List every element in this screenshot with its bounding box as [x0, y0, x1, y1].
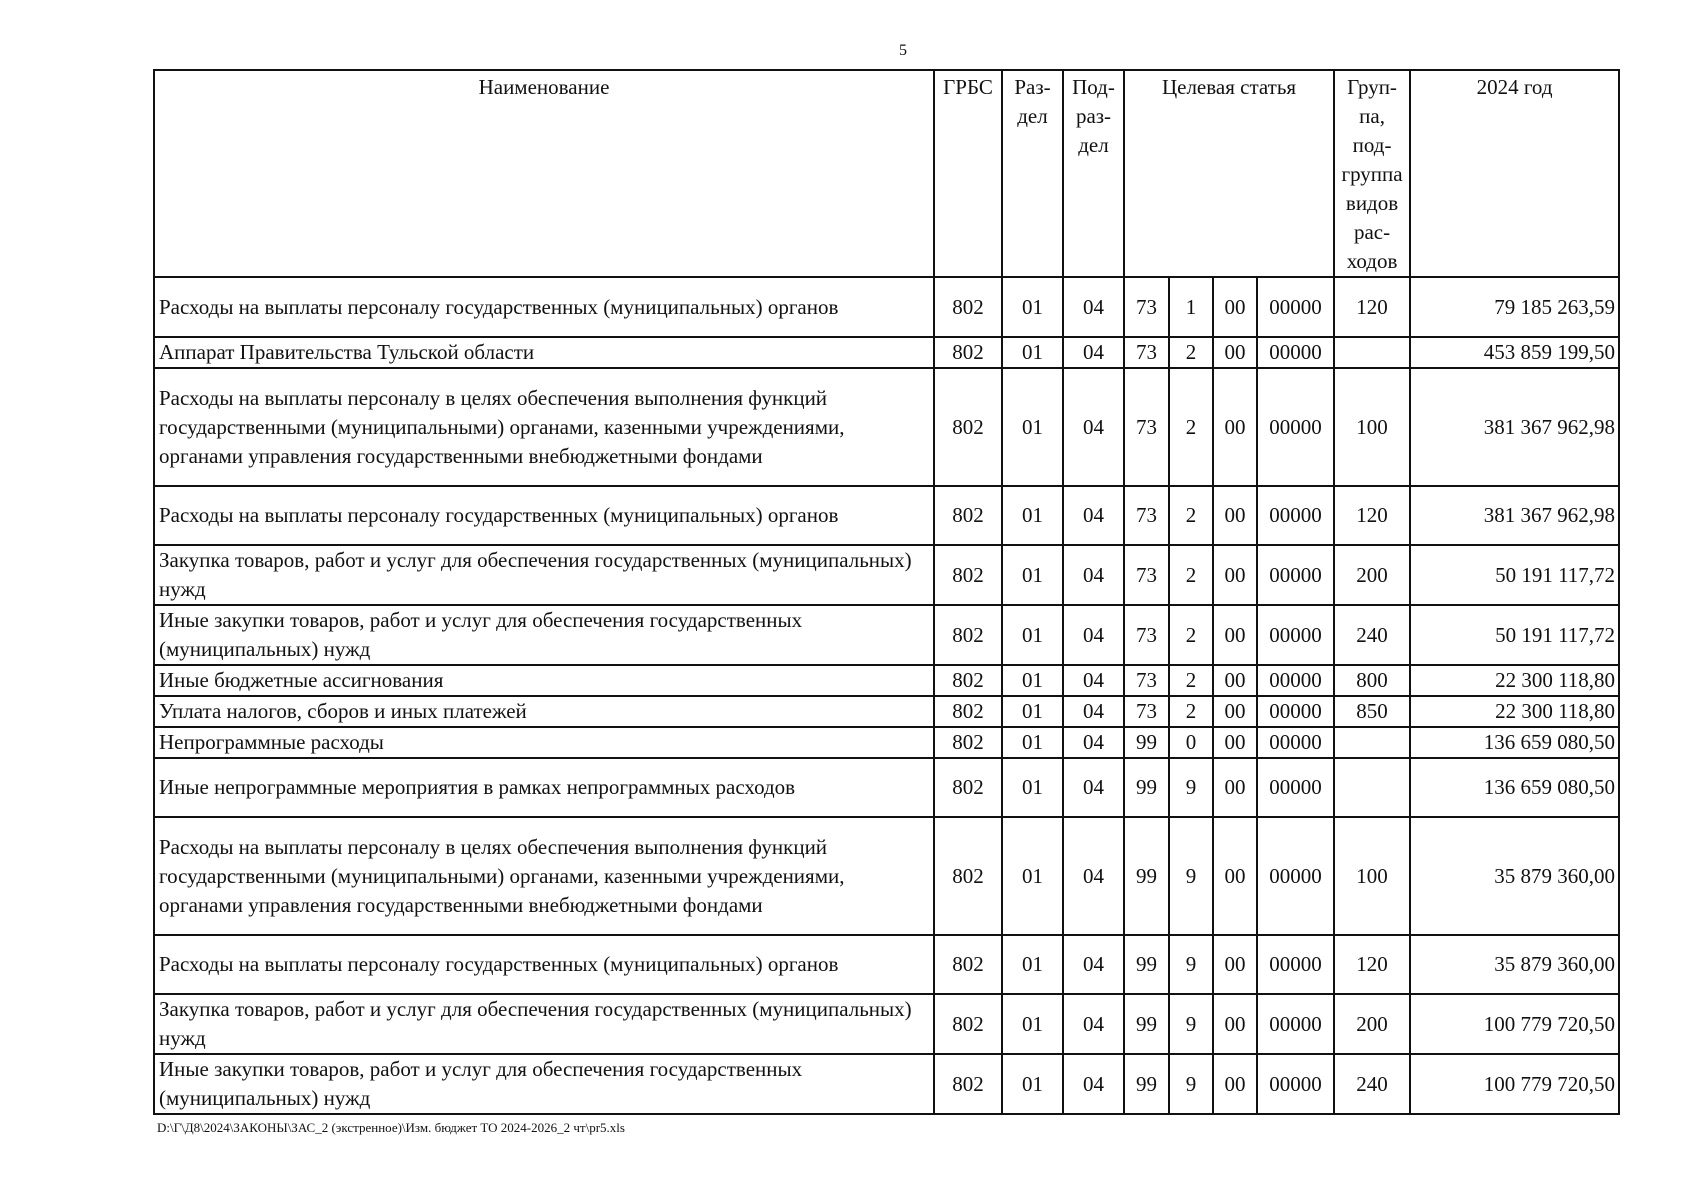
row-amount: 136 659 080,50	[1410, 758, 1619, 817]
row-target-3: 00	[1213, 758, 1257, 817]
row-podrazdel: 04	[1063, 994, 1124, 1054]
row-expense-group: 240	[1334, 1054, 1410, 1114]
row-amount: 136 659 080,50	[1410, 727, 1619, 758]
table-row	[154, 368, 1619, 486]
row-target-3: 00	[1213, 545, 1257, 605]
row-amount: 22 300 118,80	[1410, 665, 1619, 696]
row-name: Иные закупки товаров, работ и услуг для обеспечения государственных (муниципальных) нужд	[154, 1054, 934, 1114]
row-target-4: 00000	[1257, 817, 1334, 935]
footer-file-path: D:\Г\Д8\2024\ЗАКОНЫ\ЗАС_2 (экстренное)\Изм. бюджет ТО 2024-2026_2 чт\pr5.xls	[157, 1120, 625, 1135]
row-name: Уплата налогов, сборов и иных платежей	[154, 696, 934, 727]
header-grbs: ГРБС	[934, 70, 1002, 277]
row-expense-group: 120	[1334, 935, 1410, 994]
header-name: Наименование	[154, 70, 934, 277]
row-expense-group: 240	[1334, 605, 1410, 665]
row-target-3: 00	[1213, 1054, 1257, 1114]
row-razdel: 01	[1002, 337, 1063, 368]
row-target-2: 2	[1169, 696, 1213, 727]
row-target-2: 9	[1169, 935, 1213, 994]
row-razdel: 01	[1002, 758, 1063, 817]
table-row	[154, 727, 1619, 758]
row-target-2: 0	[1169, 727, 1213, 758]
row-grbs: 802	[934, 817, 1002, 935]
row-podrazdel: 04	[1063, 368, 1124, 486]
table-row	[154, 935, 1619, 994]
row-target-4: 00000	[1257, 1054, 1334, 1114]
row-expense-group	[1334, 727, 1410, 758]
row-grbs: 802	[934, 1054, 1002, 1114]
row-expense-group: 100	[1334, 368, 1410, 486]
row-razdel: 01	[1002, 935, 1063, 994]
row-target-4: 00000	[1257, 605, 1334, 665]
row-razdel: 01	[1002, 994, 1063, 1054]
row-target-1: 73	[1124, 605, 1169, 665]
row-razdel: 01	[1002, 817, 1063, 935]
table-row	[154, 545, 1619, 605]
row-expense-group: 850	[1334, 696, 1410, 727]
header-year: 2024 год	[1410, 70, 1619, 277]
row-amount: 381 367 962,98	[1410, 368, 1619, 486]
row-name: Расходы на выплаты персоналу государственных (муниципальных) органов	[154, 486, 934, 545]
row-name: Расходы на выплаты персоналу государственных (муниципальных) органов	[154, 277, 934, 337]
row-target-3: 00	[1213, 605, 1257, 665]
row-target-1: 73	[1124, 486, 1169, 545]
row-target-4: 00000	[1257, 727, 1334, 758]
row-razdel: 01	[1002, 665, 1063, 696]
row-target-4: 00000	[1257, 994, 1334, 1054]
row-target-4: 00000	[1257, 368, 1334, 486]
table-header-row	[154, 70, 1619, 277]
row-razdel: 01	[1002, 727, 1063, 758]
row-podrazdel: 04	[1063, 337, 1124, 368]
table-row	[154, 696, 1619, 727]
row-grbs: 802	[934, 545, 1002, 605]
row-target-1: 99	[1124, 994, 1169, 1054]
page-number: 5	[899, 42, 907, 59]
row-expense-group	[1334, 758, 1410, 817]
row-target-3: 00	[1213, 727, 1257, 758]
row-target-1: 73	[1124, 368, 1169, 486]
row-grbs: 802	[934, 935, 1002, 994]
header-podrazdel: Под- раз- дел	[1063, 70, 1124, 277]
table-row	[154, 758, 1619, 817]
row-target-4: 00000	[1257, 665, 1334, 696]
row-name: Закупка товаров, работ и услуг для обеспечения государственных (муниципальных) нужд	[154, 994, 934, 1054]
row-razdel: 01	[1002, 277, 1063, 337]
row-target-4: 00000	[1257, 337, 1334, 368]
row-target-2: 2	[1169, 486, 1213, 545]
row-razdel: 01	[1002, 545, 1063, 605]
row-expense-group: 120	[1334, 486, 1410, 545]
row-target-1: 99	[1124, 1054, 1169, 1114]
row-target-1: 99	[1124, 758, 1169, 817]
row-amount: 381 367 962,98	[1410, 486, 1619, 545]
row-amount: 50 191 117,72	[1410, 545, 1619, 605]
row-target-4: 00000	[1257, 277, 1334, 337]
row-expense-group: 100	[1334, 817, 1410, 935]
table-body	[154, 277, 1619, 1114]
row-name: Непрограммные расходы	[154, 727, 934, 758]
row-target-3: 00	[1213, 994, 1257, 1054]
row-target-3: 00	[1213, 337, 1257, 368]
row-amount: 50 191 117,72	[1410, 605, 1619, 665]
row-podrazdel: 04	[1063, 665, 1124, 696]
row-grbs: 802	[934, 758, 1002, 817]
row-target-2: 9	[1169, 817, 1213, 935]
row-grbs: 802	[934, 277, 1002, 337]
row-expense-group: 200	[1334, 994, 1410, 1054]
row-podrazdel: 04	[1063, 486, 1124, 545]
row-name: Иные непрограммные мероприятия в рамках непрограммных расходов	[154, 758, 934, 817]
table-row	[154, 337, 1619, 368]
row-target-1: 99	[1124, 727, 1169, 758]
row-name: Расходы на выплаты персоналу в целях обеспечения выполнения функций государственными (муниципальными) органами, казенными учреждениями, органами управления государственными внебюджетными фондами	[154, 368, 934, 486]
row-target-2: 9	[1169, 994, 1213, 1054]
row-amount: 35 879 360,00	[1410, 935, 1619, 994]
row-name: Аппарат Правительства Тульской области	[154, 337, 934, 368]
row-razdel: 01	[1002, 605, 1063, 665]
row-target-4: 00000	[1257, 758, 1334, 817]
row-target-3: 00	[1213, 935, 1257, 994]
table-row	[154, 1054, 1619, 1114]
row-amount: 100 779 720,50	[1410, 1054, 1619, 1114]
row-amount: 453 859 199,50	[1410, 337, 1619, 368]
row-podrazdel: 04	[1063, 545, 1124, 605]
row-target-2: 2	[1169, 545, 1213, 605]
row-target-4: 00000	[1257, 696, 1334, 727]
row-razdel: 01	[1002, 696, 1063, 727]
row-target-1: 73	[1124, 665, 1169, 696]
row-podrazdel: 04	[1063, 758, 1124, 817]
row-target-1: 73	[1124, 696, 1169, 727]
row-target-1: 73	[1124, 277, 1169, 337]
table-row	[154, 665, 1619, 696]
header-expense-group: Груп- па, под- группа видов рас- ходов	[1334, 70, 1410, 277]
row-name: Расходы на выплаты персоналу государственных (муниципальных) органов	[154, 935, 934, 994]
row-target-1: 73	[1124, 337, 1169, 368]
row-name: Расходы на выплаты персоналу в целях обеспечения выполнения функций государственными (муниципальными) органами, казенными учреждениями, органами управления государственными внебюджетными фондами	[154, 817, 934, 935]
row-target-2: 2	[1169, 337, 1213, 368]
row-target-2: 9	[1169, 1054, 1213, 1114]
row-grbs: 802	[934, 486, 1002, 545]
row-grbs: 802	[934, 605, 1002, 665]
row-target-3: 00	[1213, 277, 1257, 337]
row-target-3: 00	[1213, 368, 1257, 486]
row-razdel: 01	[1002, 368, 1063, 486]
row-podrazdel: 04	[1063, 817, 1124, 935]
row-target-2: 1	[1169, 277, 1213, 337]
row-expense-group	[1334, 337, 1410, 368]
row-target-4: 00000	[1257, 486, 1334, 545]
row-podrazdel: 04	[1063, 935, 1124, 994]
row-target-1: 73	[1124, 545, 1169, 605]
row-podrazdel: 04	[1063, 1054, 1124, 1114]
row-target-2: 2	[1169, 368, 1213, 486]
row-target-1: 99	[1124, 817, 1169, 935]
row-grbs: 802	[934, 665, 1002, 696]
table-row	[154, 486, 1619, 545]
row-podrazdel: 04	[1063, 696, 1124, 727]
row-target-3: 00	[1213, 696, 1257, 727]
row-grbs: 802	[934, 368, 1002, 486]
table-row	[154, 994, 1619, 1054]
table-row	[154, 817, 1619, 935]
row-grbs: 802	[934, 337, 1002, 368]
row-podrazdel: 04	[1063, 605, 1124, 665]
row-name: Иные бюджетные ассигнования	[154, 665, 934, 696]
row-razdel: 01	[1002, 1054, 1063, 1114]
row-name: Иные закупки товаров, работ и услуг для обеспечения государственных (муниципальных) нужд	[154, 605, 934, 665]
row-podrazdel: 04	[1063, 277, 1124, 337]
row-target-2: 9	[1169, 758, 1213, 817]
row-target-1: 99	[1124, 935, 1169, 994]
budget-table	[153, 69, 1620, 1115]
row-expense-group: 200	[1334, 545, 1410, 605]
row-target-3: 00	[1213, 817, 1257, 935]
table-row	[154, 277, 1619, 337]
row-grbs: 802	[934, 727, 1002, 758]
row-name: Закупка товаров, работ и услуг для обеспечения государственных (муниципальных) нужд	[154, 545, 934, 605]
row-amount: 79 185 263,59	[1410, 277, 1619, 337]
table-row	[154, 605, 1619, 665]
row-target-3: 00	[1213, 486, 1257, 545]
row-amount: 35 879 360,00	[1410, 817, 1619, 935]
row-grbs: 802	[934, 994, 1002, 1054]
row-grbs: 802	[934, 696, 1002, 727]
row-target-2: 2	[1169, 665, 1213, 696]
row-target-4: 00000	[1257, 545, 1334, 605]
row-amount: 100 779 720,50	[1410, 994, 1619, 1054]
row-podrazdel: 04	[1063, 727, 1124, 758]
row-amount: 22 300 118,80	[1410, 696, 1619, 727]
row-target-3: 00	[1213, 665, 1257, 696]
row-expense-group: 800	[1334, 665, 1410, 696]
row-razdel: 01	[1002, 486, 1063, 545]
row-expense-group: 120	[1334, 277, 1410, 337]
row-target-4: 00000	[1257, 935, 1334, 994]
header-target-article: Целевая статья	[1124, 70, 1334, 277]
row-target-2: 2	[1169, 605, 1213, 665]
header-razdel: Раз- дел	[1002, 70, 1063, 277]
